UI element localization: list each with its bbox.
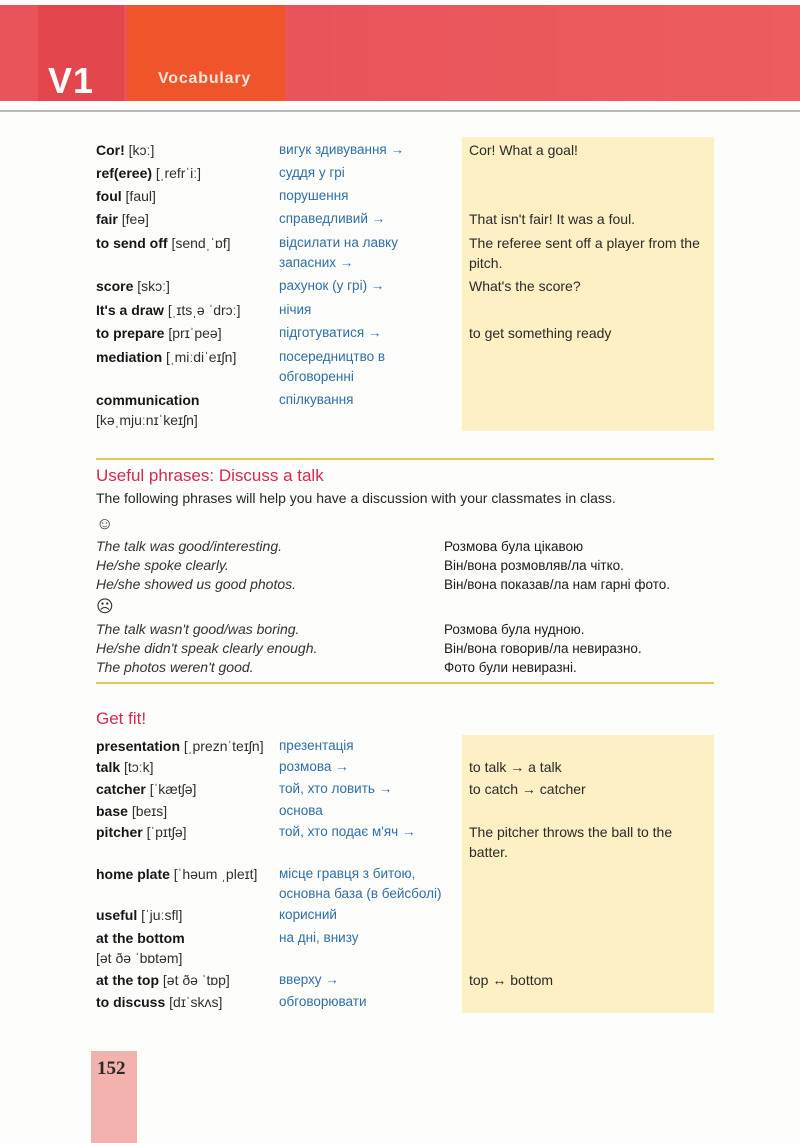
- vocab-translation: корисний: [279, 907, 337, 922]
- section-divider: [96, 458, 714, 460]
- vocab-entry: pitcher [ˈpɪtʃə]: [96, 824, 187, 840]
- vocab-translation: спілкування: [279, 392, 354, 407]
- vocab-example: That isn't fair! It was a foul.: [469, 211, 636, 227]
- vocab-translation: відсилати на лавку запасних →: [279, 235, 398, 270]
- vocab-entry: useful [ˈjuːsfl]: [96, 907, 183, 923]
- vocab-translation: розмова →: [279, 759, 349, 774]
- vocab-translation: той, хто ловить →: [279, 781, 393, 796]
- smiley-sad-icon: ☹: [96, 597, 114, 616]
- vocab-example: Cor! What a goal!: [469, 142, 578, 158]
- vocab-entry: Cor! [kɔː]: [96, 142, 155, 158]
- vocab-entry: to prepare [prɪˈpeə]: [96, 325, 222, 341]
- vocab-entry: fair [feə]: [96, 211, 149, 227]
- section-title: Vocabulary: [158, 70, 252, 87]
- vocab-example: The pitcher throws the ball to the batter.: [469, 824, 673, 860]
- phrase-ua: Розмова була цікавою: [444, 539, 584, 554]
- vocab-translation: суддя у грі: [279, 165, 345, 180]
- vocab-translation: вверху →: [279, 972, 339, 987]
- phrase-ua: Розмова була нудною.: [444, 622, 585, 637]
- phrase-ua: Він/вона говорив/ла невиразно.: [444, 641, 642, 656]
- vocab-entry: at the top [ət ðə ˈtɒp]: [96, 972, 230, 988]
- vocab-entry: catcher [ˈkætʃə]: [96, 781, 197, 797]
- phrase-en: He/she showed us good photos.: [96, 576, 297, 592]
- vocab-entry: mediation [ˌmiːdiˈeɪʃn]: [96, 349, 237, 365]
- vocab-entry: foul [faul]: [96, 188, 156, 204]
- header-divider: [0, 110, 800, 112]
- vocab-translation: презентація: [279, 738, 354, 753]
- phrase-en: He/she spoke clearly.: [96, 557, 229, 573]
- phrase-en: The photos weren't good.: [96, 659, 254, 675]
- vocab-translation: основа: [279, 803, 323, 818]
- vocab-translation: вигук здивування →: [279, 142, 404, 157]
- vocab-translation: посередництво в обговоренні: [279, 349, 386, 384]
- vocab-entry: to send off [sendˌˈɒf]: [96, 235, 231, 251]
- vocab-example: to get something ready: [469, 325, 612, 341]
- vocab-translation: справедливий →: [279, 211, 386, 226]
- phrase-ua: Фото були невиразні.: [444, 660, 577, 675]
- vocab-translation: нічия: [279, 302, 312, 317]
- vocab-translation: місце гравця з битою, основна база (в бейсболі): [279, 866, 442, 901]
- vocab-example: to talk → a talk: [469, 759, 562, 775]
- vocab-entry: home plate [ˈhəum ˌpleɪt]: [96, 866, 258, 882]
- vocab-entry: presentation [ˌpreznˈteɪʃn]: [96, 738, 264, 754]
- vocab-entry: score [skɔː]: [96, 278, 170, 294]
- useful-phrases-heading: Useful phrases: Discuss a talk: [96, 466, 324, 485]
- vocab-translation: той, хто подає м'яч →: [279, 824, 416, 839]
- phrase-en: The talk was good/interesting.: [96, 538, 282, 554]
- vocab-example: What's the score?: [469, 278, 581, 294]
- page-number: 152: [97, 1058, 126, 1079]
- phrase-en: He/she didn't speak clearly enough.: [96, 640, 318, 656]
- vocab-translation: рахунок (у грі) →: [279, 278, 385, 293]
- vocab-entry: It's a draw [ˌɪtsˌə ˈdrɔː]: [96, 302, 241, 318]
- vocab-entry: ref(eree) [ˌrefrˈiː]: [96, 165, 202, 181]
- vocab-translation: на дні, внизу: [279, 930, 359, 945]
- useful-phrases-intro: The following phrases will help you have a discussion with your classmates in class.: [96, 490, 616, 506]
- vocab-entry: to discuss [dɪˈskʌs]: [96, 994, 223, 1010]
- phrase-ua: Він/вона розмовляв/ла чітко.: [444, 558, 624, 573]
- vocab-entry: talk [tɔːk]: [96, 759, 154, 775]
- unit-code: V1: [48, 60, 95, 101]
- vocab-translation: обговорювати: [279, 994, 367, 1009]
- phrase-en: The talk wasn't good/was boring.: [96, 621, 300, 637]
- phrase-ua: Він/вона показав/ла нам гарні фото.: [444, 577, 671, 592]
- vocab-example: to catch → catcher: [469, 781, 586, 797]
- vocab-entry: at the bottom [ət ðə ˈbɒtəm]: [96, 930, 185, 966]
- vocab-entry: communication [kəˌmjuːnɪˈkeɪʃn]: [96, 392, 200, 428]
- section-divider: [96, 682, 714, 684]
- vocab-translation: порушення: [279, 188, 349, 203]
- vocab-example: top ↔ bottom: [469, 972, 554, 988]
- vocab-entry: base [beɪs]: [96, 803, 168, 819]
- smiley-happy-icon: ☺: [96, 514, 114, 533]
- vocab-example: The referee sent off a player from the pitch.: [469, 235, 700, 271]
- vocab-translation: підготуватися →: [279, 325, 382, 340]
- get-fit-heading: Get fit!: [96, 709, 147, 728]
